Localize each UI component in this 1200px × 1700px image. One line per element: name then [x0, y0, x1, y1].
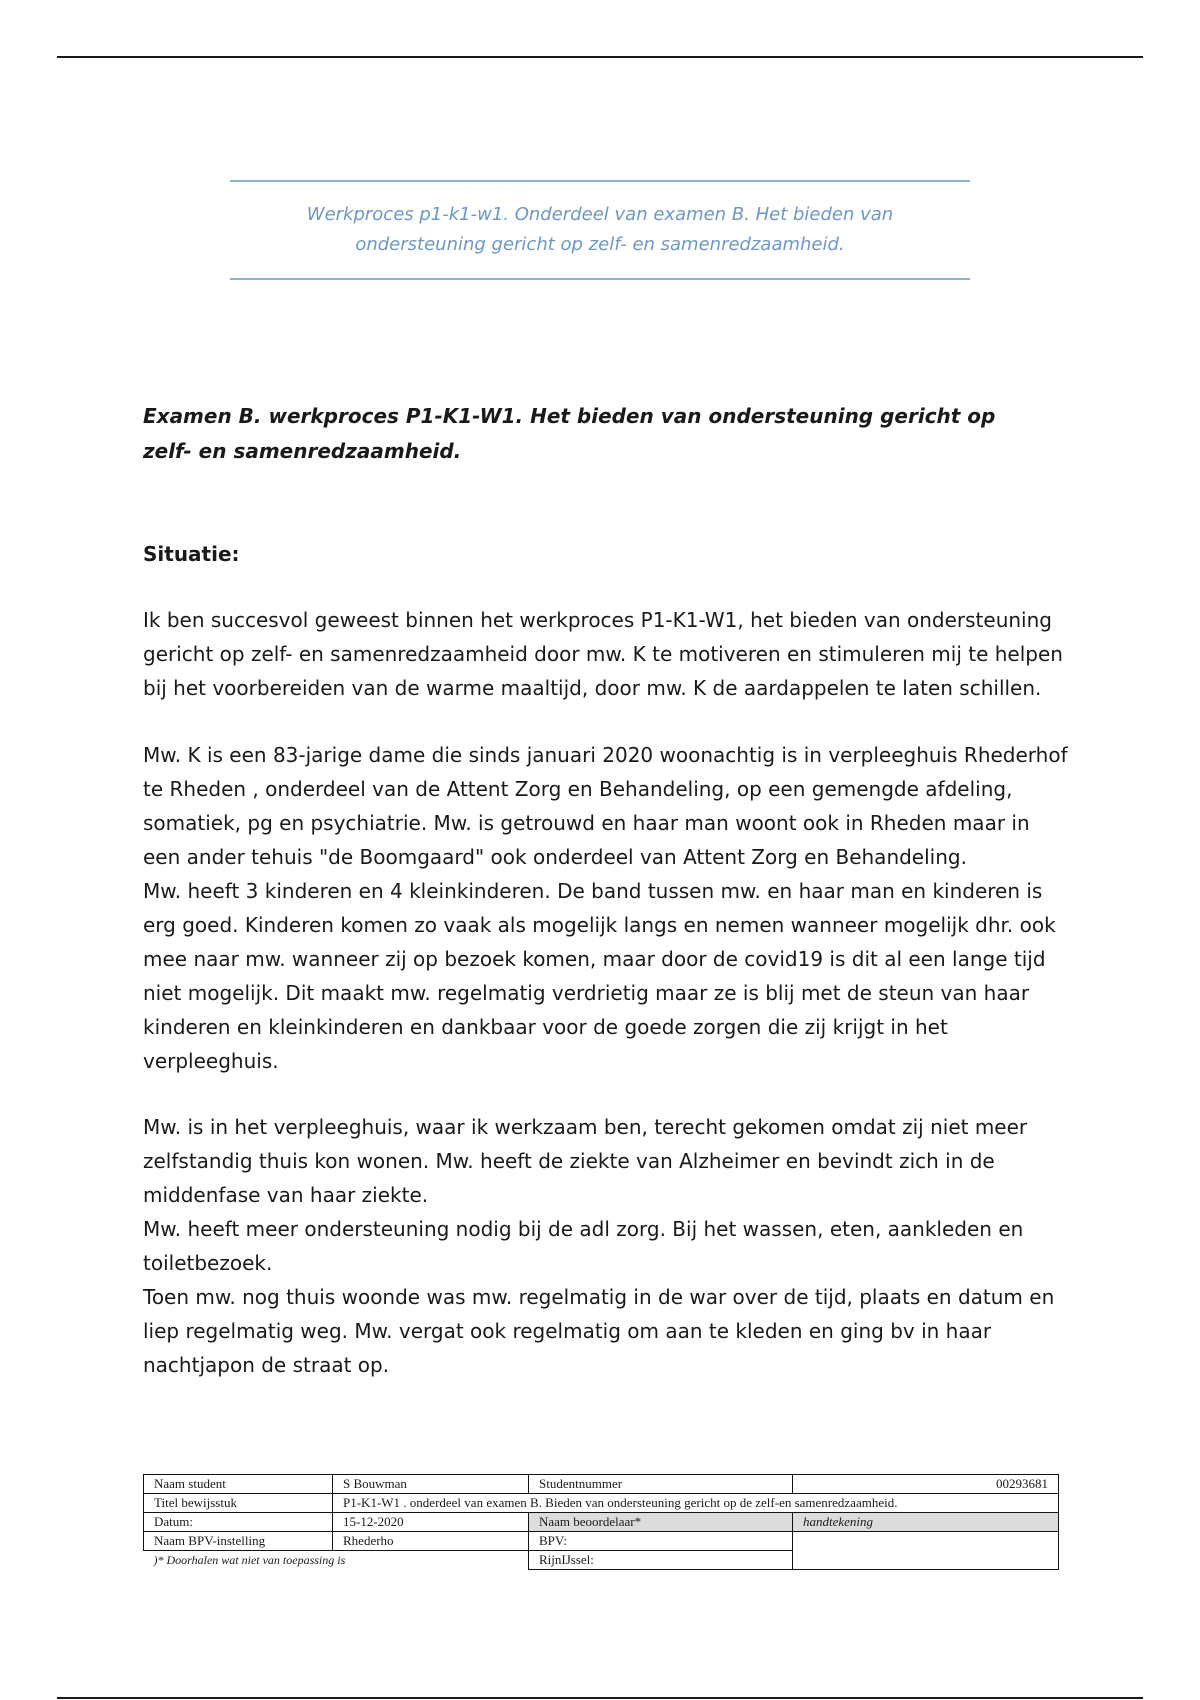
titel-label: Titel bewijsstuk — [144, 1494, 333, 1513]
table-row — [144, 1494, 1059, 1513]
assessment-form-table — [143, 1474, 1059, 1570]
paragraph-3-part-b: Mw. heeft meer ondersteuning nodig bij de adl zorg. Bij het wassen, eten, aankleden en toiletbezoek. — [143, 1217, 1024, 1275]
datum-label: Datum: — [144, 1513, 333, 1532]
naam-student-label: Naam student — [144, 1475, 333, 1494]
header-quote-box — [230, 180, 970, 280]
beoordelaar-label: Naam beoordelaar* — [529, 1513, 793, 1532]
table-row — [144, 1532, 1059, 1551]
datum-value: 15-12-2020 — [333, 1513, 529, 1532]
paragraph-3-part-a: Mw. is in het verpleeghuis, waar ik werkzaam ben, terecht gekomen omdat zij niet meer zelfstandig thuis kon wonen. Mw. heeft de ziekte van Alzheimer en bevindt zich in de middenfase van haar ziekte. — [143, 1115, 1028, 1207]
titel-value: P1-K1-W1 . onderdeel van examen B. Bieden van ondersteuning gericht op de zelf-en samenredzaamheid. — [333, 1494, 1059, 1513]
signature-cell — [793, 1532, 1059, 1570]
bpv-instelling-label: Naam BPV-instelling — [144, 1532, 333, 1551]
rijnijssel-label: RijnIJssel: — [529, 1551, 793, 1570]
table-row — [144, 1475, 1059, 1494]
studentnummer-label: Studentnummer — [529, 1475, 793, 1494]
bottom-rule — [57, 1697, 1143, 1699]
bpv-label: BPV: — [529, 1532, 793, 1551]
paragraph-2-part-a: Mw. K is een 83-jarige dame die sinds januari 2020 woonachtig is in verpleeghuis Rhederhof te Rheden , onderdeel van de Attent Zorg en Behandeling, op een gemengde afdeling, somatiek, pg en psychiatrie. Mw. is getrouwd en haar man woont ook in Rheden maar in een ander tehuis "de Boomgaard" ook onderdeel van Attent Zorg en Behandeling. — [143, 743, 1068, 869]
naam-student-value: S Bouwman — [333, 1475, 529, 1494]
bpv-instelling-value: Rhederho — [333, 1532, 529, 1551]
studentnummer-value: 00293681 — [793, 1475, 1059, 1494]
table-row — [144, 1513, 1059, 1532]
paragraph-1: Ik ben succesvol geweest binnen het werkproces P1-K1-W1, het bieden van ondersteuning gericht op zelf- en samenredzaamheid door mw. K te motiveren en stimuleren mij te helpen bij het voorbereiden van de warme maaltijd, door mw. K de aardappelen te laten schillen. — [143, 608, 1063, 700]
top-rule — [57, 56, 1143, 58]
document-heading: Examen B. werkproces P1-K1-W1. Het bieden van ondersteuning gericht op zelf- en samenredzaamheid. — [143, 404, 996, 463]
paragraph-3 — [143, 1110, 1073, 1382]
header-quote-text: Werkproces p1-k1-w1. Onderdeel van examen B. Het bieden van ondersteuning gericht op zelf- en samenredzaamheid. — [306, 204, 894, 255]
paragraph-2-part-b: Mw. heeft 3 kinderen en 4 kleinkinderen. De band tussen mw. en haar man en kinderen is erg goed. Kinderen komen zo vaak als mogelijk langs en nemen wanneer mogelijk dhr. ook mee naar mw. wanneer zij op bezoek komen, maar door de covid19 is dit al een lange tijd niet mogelijk. Dit maakt mw. regelmatig verdrietig maar ze is blij met de steun van haar kinderen en kleinkinderen en dankbaar voor de goede zorgen die zij krijgt in het verpleeghuis. — [143, 879, 1056, 1073]
footnote: )* Doorhalen wat niet van toepassing is — [153, 1553, 346, 1568]
section-label-situatie: Situatie: — [143, 542, 240, 566]
handtekening-label: handtekening — [793, 1513, 1059, 1532]
paragraph-2 — [143, 738, 1073, 1078]
paragraph-3-part-c: Toen mw. nog thuis woonde was mw. regelmatig in de war over de tijd, plaats en datum en liep regelmatig weg. Mw. vergat ook regelmatig om aan te kleden en ging bv in haar nachtjapon de straat op. — [143, 1285, 1055, 1377]
